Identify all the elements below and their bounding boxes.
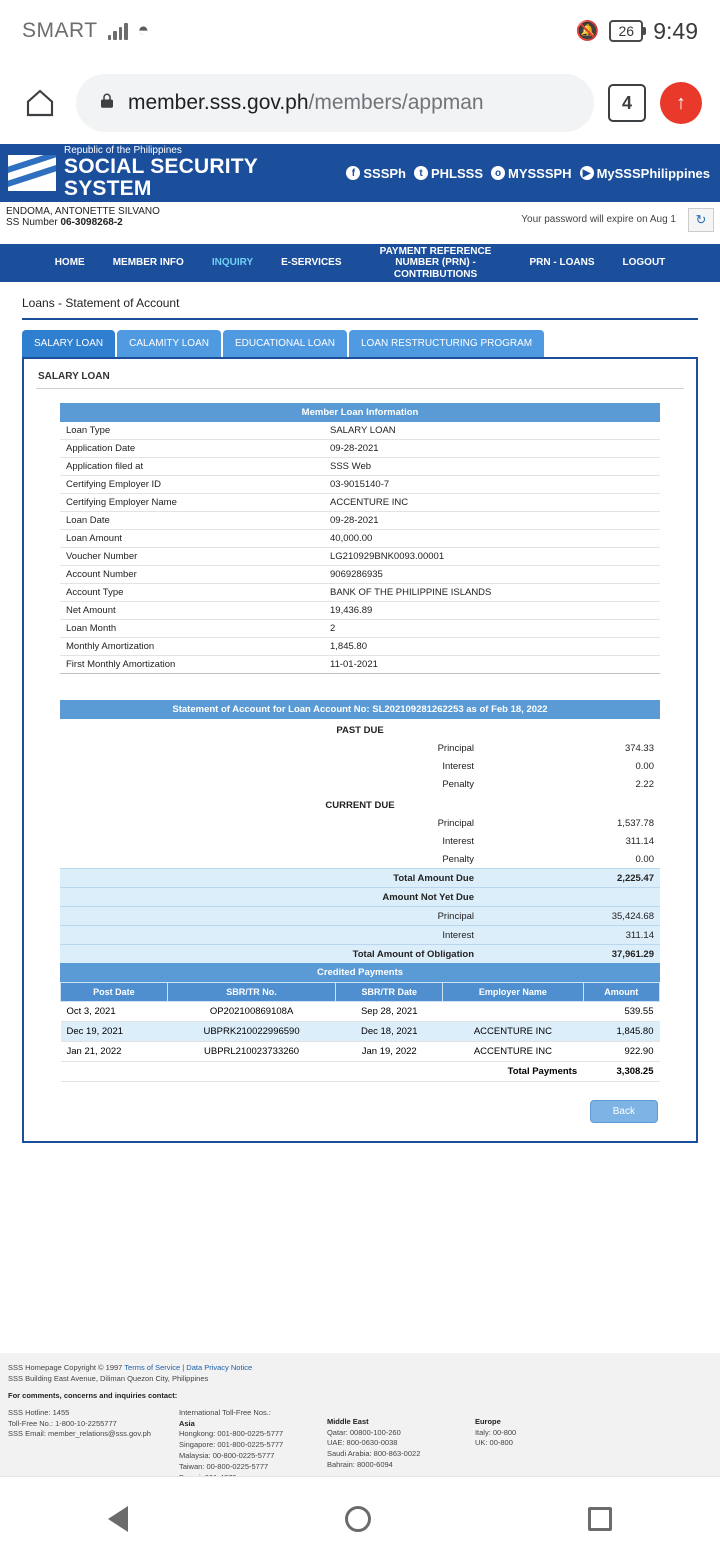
table-row <box>60 638 660 656</box>
cell-amount: 539.55 <box>583 1002 659 1022</box>
member-loan-information-header: Member Loan Information <box>60 403 660 422</box>
panel-divider <box>36 388 684 389</box>
footer-eu-2: UK: 00-800 <box>474 1438 513 1448</box>
table-row <box>60 440 660 458</box>
row-label: Interest <box>442 835 474 847</box>
url-domain: member.sss.gov.ph <box>128 91 309 114</box>
page-title: Loans - Statement of Account <box>22 282 698 320</box>
row-key: Certifying Employer ID <box>60 476 324 494</box>
status-right-group <box>576 18 698 45</box>
row-amount: 2.22 <box>635 779 654 790</box>
row-key: First Monthly Amortization <box>60 656 324 674</box>
row-value: 40,000.00 <box>324 530 660 548</box>
credited-payments-header: Credited Payments <box>60 963 660 982</box>
table-row <box>60 814 660 832</box>
row-key: Loan Month <box>60 620 324 638</box>
footer-hotline: SSS Hotline: 1455 <box>8 1407 70 1417</box>
table-row <box>60 548 660 566</box>
upload-arrow-icon[interactable]: ↑ <box>660 82 702 124</box>
cell-sbr-date: Sep 28, 2021 <box>336 1002 443 1022</box>
footer-region-europe: Europe <box>474 1416 501 1426</box>
footer-region-middle-east: Middle East <box>326 1416 369 1426</box>
col-sbr-tr-no: SBR/TR No. <box>167 983 336 1002</box>
cell-amount: 1,845.80 <box>583 1022 659 1042</box>
row-value: SSS Web <box>324 458 660 476</box>
table-row <box>60 832 660 850</box>
back-triangle-icon[interactable] <box>108 1506 128 1532</box>
cell-sbr-no: UBPRL210023733260 <box>167 1042 336 1062</box>
row-value: LG210929BNK0093.00001 <box>324 548 660 566</box>
terms-of-service-link[interactable]: Terms of Service <box>124 1363 181 1372</box>
row-value: 11-01-2021 <box>324 656 660 674</box>
ss-number-label: SS Number <box>6 217 58 228</box>
footer-intl-heading-col <box>179 1408 299 1484</box>
social-youtube[interactable]: ▶ MySSSPhilippines <box>580 166 710 181</box>
row-key: Account Number <box>60 566 324 584</box>
back-button-row <box>36 1100 658 1123</box>
row-key: Account Type <box>60 584 324 602</box>
row-value: 9069286935 <box>324 566 660 584</box>
back-button[interactable]: Back <box>590 1100 658 1123</box>
cell-sbr-date: Jan 19, 2022 <box>336 1042 443 1062</box>
row-amount: 311.14 <box>480 926 660 945</box>
row-amount: 374.33 <box>624 743 654 754</box>
member-loan-information-block <box>60 403 660 674</box>
battery-indicator: 26 <box>609 20 643 42</box>
row-amount: 1,537.78 <box>617 817 654 829</box>
main-nav <box>0 244 720 282</box>
table-header-row <box>61 983 660 1002</box>
nav-item-logout[interactable]: LOGOUT <box>622 257 666 269</box>
row-key: Voucher Number <box>60 548 324 566</box>
tab-loan-restructuring-program[interactable]: LOAN RESTRUCTURING PROGRAM <box>349 330 544 357</box>
home-icon[interactable] <box>18 81 62 125</box>
nav-item-inquiry[interactable]: INQUIRY <box>211 257 254 269</box>
youtube-icon: ▶ <box>580 166 594 180</box>
footer-copyright: SSS Homepage Copyright © 1997 <box>8 1363 123 1372</box>
current-due-title: CURRENT DUE <box>325 799 395 811</box>
wifi-icon: ◓ <box>137 20 150 41</box>
row-label: Principal <box>60 907 480 926</box>
status-left-group <box>22 19 149 43</box>
tab-salary-loan[interactable]: SALARY LOAN <box>22 330 115 357</box>
nav-item-prn-loans[interactable]: PRN - LOANS <box>529 257 595 269</box>
recents-square-icon[interactable] <box>588 1507 612 1531</box>
twitter-icon: t <box>414 166 428 180</box>
footer-me-4: Bahrain: 8000-6094 <box>326 1460 393 1470</box>
soa-header: Statement of Account for Loan Account No: SL202109281262253 as of Feb 18, 2022 <box>60 700 660 719</box>
row-key: Monthly Amortization <box>60 638 324 656</box>
amount-not-yet-due-row <box>60 888 660 907</box>
row-label: Penalty <box>442 853 474 865</box>
table-row <box>60 494 660 512</box>
home-circle-icon[interactable] <box>345 1506 371 1532</box>
footer-asia-1: Hongkong: 001-800-0225-5777 <box>178 1429 284 1439</box>
row-label: Interest <box>60 926 480 945</box>
cell-employer <box>443 1002 583 1022</box>
page-body <box>0 282 720 1143</box>
row-value: 19,436.89 <box>324 602 660 620</box>
member-loan-information-table <box>60 422 660 674</box>
row-key: Loan Type <box>60 422 324 440</box>
amount-not-yet-due-label: Amount Not Yet Due <box>60 888 480 907</box>
data-privacy-notice-link[interactable]: Data Privacy Notice <box>186 1363 253 1372</box>
table-row <box>60 566 660 584</box>
carrier-label: SMART <box>22 19 98 42</box>
row-amount: 0.00 <box>635 853 654 865</box>
nav-item-e-services[interactable]: E-SERVICES <box>281 257 342 269</box>
row-key: Application filed at <box>60 458 324 476</box>
footer-asia-2: Singapore: 001-800-0225-5777 <box>178 1440 284 1450</box>
col-employer-name: Employer Name <box>443 983 583 1002</box>
table-row <box>60 584 660 602</box>
not-yet-due-interest-row <box>60 926 660 945</box>
table-row <box>60 422 660 440</box>
col-amount: Amount <box>583 983 659 1002</box>
row-label: Principal <box>437 743 474 754</box>
footer-local-contacts <box>8 1408 151 1484</box>
footer-email: SSS Email: member_relations@sss.gov.ph <box>8 1429 151 1439</box>
footer-region-europe-col <box>475 1408 595 1484</box>
refresh-icon[interactable]: ↻ <box>688 208 714 232</box>
row-amount: 0.00 <box>635 761 654 772</box>
row-value: 03-9015140-7 <box>324 476 660 494</box>
table-row <box>61 1042 660 1062</box>
statement-of-account-block <box>60 700 660 1082</box>
panel-title: SALARY LOAN <box>38 371 110 382</box>
lock-icon <box>98 91 116 116</box>
cell-post-date: Jan 21, 2022 <box>61 1042 168 1062</box>
browser-toolbar <box>0 62 720 144</box>
table-row <box>60 530 660 548</box>
total-amount-due-row <box>60 869 660 888</box>
table-row <box>60 656 660 674</box>
social-instagram[interactable]: o MYSSSPH <box>491 166 572 181</box>
facebook-icon: f <box>346 166 360 180</box>
cell-sbr-no: OP202100869108A <box>167 1002 336 1022</box>
table-row <box>60 740 660 758</box>
password-expiry-note: Your password will expire on Aug 1 <box>521 214 676 225</box>
android-status-bar <box>0 0 720 62</box>
social-twitter[interactable]: t PHLSSS <box>414 166 483 181</box>
col-sbr-tr-date: SBR/TR Date <box>336 983 443 1002</box>
total-obligation-label: Total Amount of Obligation <box>60 945 480 964</box>
bell-off-icon: 🔕 <box>575 21 600 42</box>
footer-region-middle-east-col <box>327 1408 447 1484</box>
col-post-date: Post Date <box>61 983 168 1002</box>
row-key: Loan Amount <box>60 530 324 548</box>
total-amount-due-value: 2,225.47 <box>480 869 660 888</box>
url-text <box>128 91 484 115</box>
tab-count-button[interactable]: 4 <box>608 84 646 122</box>
table-row <box>60 512 660 530</box>
table-row <box>60 776 660 794</box>
footer-copyright-line: SSS Homepage Copyright © 1997 Terms of Service | Data Privacy Notice <box>8 1363 253 1372</box>
address-bar[interactable] <box>76 74 594 132</box>
instagram-icon: o <box>491 166 505 180</box>
total-amount-due-label: Total Amount Due <box>60 869 480 888</box>
row-key: Application Date <box>60 440 324 458</box>
footer-contact-heading: For comments, concerns and inquiries contact: <box>8 1390 178 1400</box>
row-key: Loan Date <box>60 512 324 530</box>
row-value: 1,845.80 <box>324 638 660 656</box>
total-payments-row <box>61 1062 660 1082</box>
row-key: Net Amount <box>60 602 324 620</box>
nav-item-home[interactable]: HOME <box>54 257 85 269</box>
cell-employer: ACCENTURE INC <box>443 1022 583 1042</box>
ss-number-value: 06-3098268-2 <box>60 217 123 228</box>
nav-item-prn-contributions[interactable]: PAYMENT REFERENCE NUMBER (PRN) - CONTRIBUTIONS <box>379 245 492 280</box>
social-links <box>346 166 712 181</box>
row-label: Penalty <box>442 779 474 790</box>
url-path: /members/appman <box>308 91 484 114</box>
cell-sbr-date: Dec 18, 2021 <box>336 1022 443 1042</box>
row-value: SALARY LOAN <box>324 422 660 440</box>
table-row <box>60 758 660 776</box>
tab-calamity-loan[interactable]: CALAMITY LOAN <box>117 330 221 357</box>
tab-educational-loan[interactable]: EDUCATIONAL LOAN <box>223 330 347 357</box>
row-value: 09-28-2021 <box>324 440 660 458</box>
past-due-title: PAST DUE <box>336 725 384 736</box>
footer-asia-3: Malaysia: 00-800-0225-5777 <box>178 1451 275 1461</box>
footer-region-asia: Asia <box>178 1418 195 1428</box>
table-row <box>61 1002 660 1022</box>
soa-past-due-title-row <box>60 719 660 740</box>
loan-type-tabs <box>22 330 698 357</box>
nav-item-member-info[interactable]: MEMBER INFO <box>112 257 184 269</box>
footer-me-2: UAE: 800-0630-0038 <box>326 1438 398 1448</box>
row-value: BANK OF THE PHILIPPINE ISLANDS <box>324 584 660 602</box>
total-obligation-value: 37,961.29 <box>480 945 660 964</box>
not-yet-due-principal-row <box>60 907 660 926</box>
site-header <box>0 144 720 202</box>
footer-me-1: Qatar: 00800-100-260 <box>326 1427 401 1437</box>
soa-current-due-title-row <box>60 794 660 815</box>
cell-post-date: Oct 3, 2021 <box>61 1002 168 1022</box>
row-amount: 35,424.68 <box>480 907 660 926</box>
table-row <box>60 476 660 494</box>
footer-asia-4: Taiwan: 00-800-0225-5777 <box>178 1462 269 1471</box>
member-name: ENDOMA, ANTONETTE SILVANO <box>6 206 160 217</box>
status-clock: 9:49 <box>653 17 698 44</box>
row-key: Certifying Employer Name <box>60 494 324 512</box>
row-value: ACCENTURE INC <box>324 494 660 512</box>
footer-tollfree: Toll-Free No.: 1-800-10-2255777 <box>8 1418 117 1428</box>
table-row <box>60 458 660 476</box>
user-strip <box>0 202 720 244</box>
cell-sbr-no: UBPRK210022996590 <box>167 1022 336 1042</box>
footer-me-3: Saudi Arabia: 800-863-0022 <box>326 1449 421 1459</box>
signal-bars-icon <box>108 22 128 40</box>
republic-label: Republic of the Philippines <box>64 144 182 156</box>
credited-payments-table <box>60 982 660 1082</box>
brand-text <box>64 146 346 201</box>
total-obligation-row <box>60 945 660 964</box>
footer-intl-heading: International Toll-Free Nos.: <box>178 1407 271 1417</box>
cell-employer: ACCENTURE INC <box>443 1042 583 1062</box>
row-value: 2 <box>324 620 660 638</box>
total-payments-label: Total Payments <box>61 1062 584 1082</box>
soa-table <box>60 719 660 963</box>
android-navigation-bar <box>0 1476 720 1560</box>
table-row <box>60 620 660 638</box>
social-facebook[interactable]: f SSSPh <box>346 166 406 181</box>
footer-eu-1: Italy: 00-800 <box>474 1427 517 1437</box>
cell-amount: 922.90 <box>583 1042 659 1062</box>
row-amount: 311.14 <box>625 835 654 847</box>
footer-address: SSS Building East Avenue, Diliman Quezon City, Philippines <box>8 1373 209 1383</box>
table-row <box>60 850 660 869</box>
row-value: 09-28-2021 <box>324 512 660 530</box>
footer-columns <box>8 1408 712 1484</box>
salary-loan-panel <box>22 357 698 1143</box>
table-row <box>60 602 660 620</box>
row-label: Principal <box>437 817 474 829</box>
total-payments-value: 3,308.25 <box>583 1062 659 1082</box>
amount-not-yet-due-value <box>480 888 660 907</box>
row-label: Interest <box>442 761 474 772</box>
table-row <box>61 1022 660 1042</box>
org-name: SOCIAL SECURITY SYSTEM <box>64 155 258 201</box>
sss-logo-icon <box>8 155 56 191</box>
cell-post-date: Dec 19, 2021 <box>61 1022 168 1042</box>
